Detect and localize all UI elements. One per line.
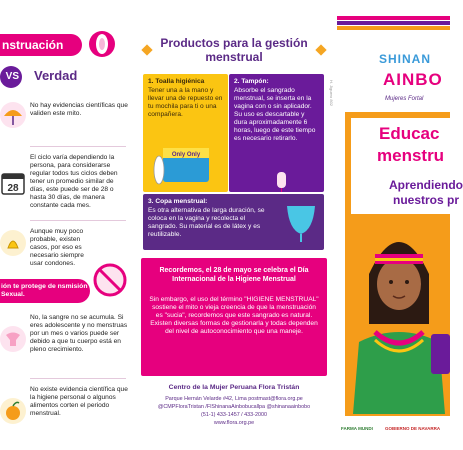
condom-icon xyxy=(0,230,26,256)
hygiene-day-text: Sin embargo, el uso del término "HIGIENE MENSTRUAL" sostiene el mito o vieja creencia de que la menstruación es "sucia", recordemos que este sangrado es natural. Existen diversas formas de gestionarla y todas dependen del nivel de autoconocimiento que una maneje. xyxy=(149,296,319,335)
organization-phone: (51-1) 433-1457 / 433-2000 xyxy=(201,412,267,418)
calendar-number: 28 xyxy=(7,183,19,194)
myth-row xyxy=(0,152,130,214)
logo-tagline: Mujeres Fortal xyxy=(385,96,424,102)
cover-panel xyxy=(337,0,463,450)
myths-panel xyxy=(0,0,130,450)
pad-product-box xyxy=(143,74,228,192)
tampon-icon xyxy=(271,170,293,192)
cover-subtitle-line-2: nuestros pr xyxy=(393,193,460,207)
myth-row xyxy=(0,384,130,444)
sti-protection-bar: ión te protege de nsmisión Sexual. xyxy=(0,279,90,303)
prohibited-icon xyxy=(92,262,128,298)
menstrual-cup-icon xyxy=(281,200,321,244)
products-panel xyxy=(131,0,336,450)
partner-logo-navarra: GOBIERNO DE NAVARRA xyxy=(385,426,441,431)
products-title: Productos para la gestión menstrual xyxy=(160,36,308,64)
row-divider xyxy=(30,146,126,147)
beach-umbrella-icon xyxy=(0,102,26,128)
hygiene-day-title: Recordemos, el 28 de mayo se celebra el Día Internacional de la Higiene Menstrual xyxy=(159,267,309,283)
uterus-icon xyxy=(0,326,26,352)
cup-product-title: 3. Copa menstrual: xyxy=(148,198,208,205)
decorative-stripe xyxy=(337,16,450,20)
cover-title-line-1: Educac xyxy=(379,124,440,143)
hygiene-day-block xyxy=(141,258,327,376)
myth-row xyxy=(0,312,130,378)
cup-product-text: Es otra alternativa de larga duración, se coloca en la vagina y recolecta el sangrado. Su material es de látex y es reutilizable. xyxy=(148,207,265,238)
pad-product-title: 1. Toalla higiénica xyxy=(148,78,205,85)
organization-address: Parque Hernán Velarde #42, Lima postmast@flora.org.pe xyxy=(165,396,303,402)
pad-product-text: Tener una a la mano y llevar una de repuesto en tu mochila para ti o una compañera. xyxy=(148,87,223,118)
decorative-stripe xyxy=(337,26,450,30)
cover-title-line-2: menstru xyxy=(377,146,445,165)
decorative-stripe xyxy=(337,21,450,25)
organization-website: www.flora.org.pe xyxy=(213,420,255,426)
organization-name: Centro de la Mujer Peruana Flora Tristán xyxy=(168,384,300,391)
vertical-note: H. Jiguero 802 xyxy=(329,80,334,107)
row-divider xyxy=(30,378,126,379)
girl-illustration xyxy=(345,214,450,414)
tampon-product-text: Absorbe el sangrado menstrual, se inserta en la vagina con o sin aplicador. Su uso es descartable y dura aproximadamente 6 horas, luego de este tiempo es necesario retirarlo. xyxy=(234,87,316,142)
pad-package-label: Only Only xyxy=(171,152,201,158)
pad-package-icon xyxy=(153,144,217,188)
row-divider xyxy=(30,220,126,221)
menstruation-header: nstruación xyxy=(0,34,82,56)
sanitary-pad-icon xyxy=(88,30,116,58)
partners-bar xyxy=(337,416,450,450)
myth-truth-text: El ciclo varía dependiendo la persona, para considerarse regular todos tus ciclos deben tener un promedio similar de días, este puede ser de 28 o hasta 30 días, de manera constante cada mes. xyxy=(30,154,118,209)
myth-row xyxy=(0,226,130,266)
myth-truth-text: Aunque muy poco probable, existen casos, por eso es necesario siempre usar condones. xyxy=(30,228,84,267)
logo-line-2: AINBO xyxy=(383,70,443,89)
logo-line-1: SHINAN xyxy=(379,52,432,66)
partner-logo-farmamundi: FARMA MUNDI xyxy=(341,426,373,431)
verdad-heading: Verdad xyxy=(34,68,78,83)
cover-subtitle-line-1: Aprendiendo xyxy=(389,178,463,192)
myth-truth-text: No, la sangre no se acumula. Si eres adolescente y no menstruas por un mes o varios puede ser debido a que tu cuerpo está en pleno crecimiento. xyxy=(30,314,128,353)
vs-row xyxy=(0,66,130,92)
myth-truth-text: No hay evidencias científicas que validen este mito. xyxy=(30,102,128,117)
myth-truth-text: No existe evidencia científica que la higiene personal o algunos alimentos corten el periodo menstrual. xyxy=(30,386,128,417)
organization-social: @CMPFloraTristan /FlShinanaAinbobucallpa @shinanaainbobo xyxy=(157,404,311,410)
calendar-icon xyxy=(0,170,26,196)
tampon-product-title: 2. Tampón: xyxy=(234,78,269,85)
vs-badge: VS xyxy=(0,66,22,88)
myth-row xyxy=(0,100,130,140)
fruit-icon xyxy=(0,398,26,424)
